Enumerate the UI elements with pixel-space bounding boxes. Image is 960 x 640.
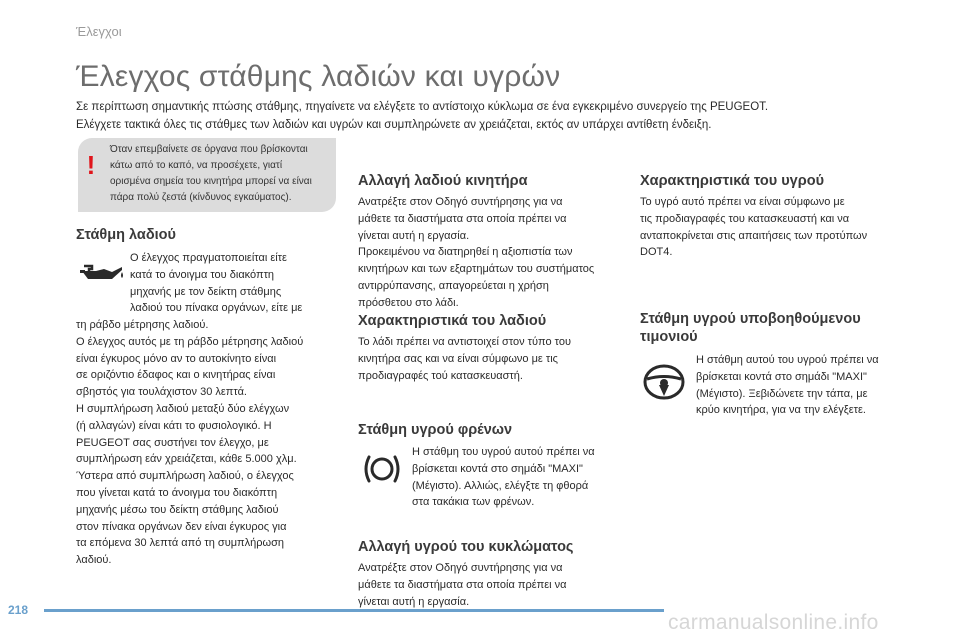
engine-oil-change-text [358, 194, 628, 312]
text-line: κατά το άνοιγμα του διακόπτη [130, 268, 275, 281]
brake-fluid-text [412, 444, 632, 511]
heading-line: Στάθμη υγρού υποβοηθούμενου [640, 311, 861, 327]
text-line: (Μέγιστο). Αλλιώς, ελέγξτε τη φθορά [412, 479, 589, 492]
text-line: πρόσθετου στο λάδι. [358, 296, 459, 309]
text-line: κινητήρα σας και να είναι σύμφωνο με τις [358, 352, 558, 365]
text-line: (Μέγιστο). Ξεβιδώνετε την τάπα, με [696, 387, 868, 400]
text-line: Το υγρό αυτό πρέπει να είναι σύμφωνο με [640, 196, 845, 208]
warning-box [78, 138, 336, 212]
text-line: λαδιού. [76, 554, 112, 567]
text-line: κινητήρων και των εξαρτημάτων του συστήματος [358, 263, 595, 276]
text-line: βρίσκεται κοντά στο σημάδι "MAXI" [696, 370, 867, 383]
text-line: σε οριζόντιο έδαφος και ο κινητήρας είναι [76, 369, 276, 382]
text-line: γίνεται αυτή η εργασία. [358, 229, 470, 242]
text-line: PEUGEOT σας συστήνει τον έλεγχο, με [76, 436, 269, 449]
heading-oil-level: Στάθμη λαδιού [76, 227, 176, 243]
text-line: τις προδιαγραφές του κατασκευαστή και να [640, 212, 850, 225]
text-line: Προκειμένου να διατηρηθεί η αξιοπιστία των [358, 246, 573, 259]
intro-line: Σε περίπτωση σημαντικής πτώσης στάθμης, πηγαίνετε να ελέγξετε το αντίστοιχο κύκλωμα σε ένα εγκεκριμένο συνεργείο της PEUGEOT. [76, 101, 769, 113]
text-line: είναι έγκυρος μόνο αν το αυτοκίνητο είναι [76, 352, 277, 365]
text-line: τη ράβδο μέτρησης λαδιού. [76, 319, 209, 331]
steering-wheel-icon [642, 364, 686, 400]
section-label: Έλεγχοι [76, 24, 122, 39]
text-line: Ο έλεγχος πραγματοποιείται είτε [130, 252, 287, 264]
oil-level-text-top [130, 250, 340, 317]
heading-power-steering-level [640, 310, 861, 346]
warning-line: κάτω από το καπό, να προσέχετε, γιατί [110, 160, 283, 171]
warning-text [110, 142, 330, 206]
text-line: συμπλήρωση εάν χρειάζεται, κάθε 5.000 χλμ. [76, 453, 297, 466]
heading-line: τιμονιού [640, 329, 698, 345]
text-line: μάθετε τα διαστήματα στα οποία πρέπει να [358, 212, 567, 225]
watermark: carmanualsonline.info [668, 611, 879, 634]
text-line: Ύστερα από συμπλήρωση λαδιού, ο έλεγχος [76, 470, 294, 483]
text-line: κρύο κινητήρα, για να την ελέγξετε. [696, 404, 866, 417]
coolant-change-text [358, 560, 628, 610]
warning-exclamation-icon: ! [86, 150, 96, 180]
text-line: γίνεται αυτή η εργασία. [358, 595, 470, 608]
text-line: στα τακάκια των φρένων. [412, 496, 535, 509]
fluid-specs-text [640, 194, 910, 261]
heading-brake-fluid-level: Στάθμη υγρού φρένων [358, 422, 513, 438]
brake-warning-icon [362, 451, 402, 487]
warning-line: ορισμένα σημεία του κινητήρα μπορεί να είναι [110, 176, 312, 187]
oil-level-text-body [76, 317, 346, 569]
text-line: βρίσκεται κοντά στο σημάδι "MAXI" [412, 462, 583, 475]
oil-specs-text [358, 334, 628, 384]
text-line: μάθετε τα διαστήματα στα οποία πρέπει να [358, 578, 567, 591]
warning-line: πάρα πολύ ζεστά (κίνδυνος εγκαύματος). [110, 192, 292, 203]
text-line: Η στάθμη αυτού του υγρού πρέπει να [696, 354, 879, 366]
text-line: Ο έλεγχος αυτός με τη ράβδο μέτρησης λαδιού [76, 335, 304, 348]
text-line: στον πίνακα οργάνων δεν είναι έγκυρος για [76, 520, 287, 533]
text-line: μηχανής μέσω του δείκτη στάθμης λαδιού [76, 503, 279, 516]
text-line: Η συμπλήρωση λαδιού μεταξύ δύο ελέγχων [76, 402, 290, 415]
page-title: Έλεγχος στάθμης λαδιών και υγρών [76, 60, 561, 93]
heading-coolant-change: Αλλαγή υγρού του κυκλώματος [358, 539, 574, 555]
heading-oil-specs: Χαρακτηριστικά του λαδιού [358, 313, 547, 329]
text-line: λαδιού του πίνακα οργάνων, είτε με [130, 302, 303, 315]
text-line: προδιαγραφές τού κατασκευαστή. [358, 369, 523, 382]
page-number: 218 [8, 603, 29, 617]
text-line: DOT4. [640, 246, 673, 259]
text-line: Η στάθμη του υγρού αυτού πρέπει να [412, 446, 595, 458]
intro-line: Ελέγχετε τακτικά όλες τις στάθμες των λαδιών και υγρών και συμπληρώνετε αν χρειάζεται, εκτός αν υπάρχει αντίθετη ένδειξη. [76, 119, 712, 131]
oil-can-icon [78, 258, 126, 288]
heading-fluid-specs: Χαρακτηριστικά του υγρού [640, 173, 825, 189]
text-line: μηχανής με τον δείκτη στάθμης [130, 285, 282, 298]
text-line: σβηστός για τουλάχιστον 30 λεπτά. [76, 386, 247, 399]
power-steering-text [696, 352, 918, 419]
footer-divider [44, 609, 664, 612]
text-line: (ή αλλαγών) είναι κάτι το φυσιολογικό. Η [76, 419, 272, 432]
heading-engine-oil-change: Αλλαγή λαδιού κινητήρα [358, 173, 528, 189]
text-line: Ανατρέξτε στον Οδηγό συντήρησης για να [358, 562, 563, 574]
text-line: αντιρρύπανσης, απαγορεύεται η χρήση [358, 279, 549, 292]
text-line: ανταποκρίνεται στις απαιτήσεις των προτύπων [640, 229, 868, 242]
warning-line: Όταν επεμβαίνετε σε όργανα που βρίσκονται [110, 144, 308, 155]
text-line: Το λάδι πρέπει να αντιστοιχεί στον τύπο του [358, 336, 571, 348]
intro-text [76, 98, 936, 134]
text-line: Ανατρέξτε στον Οδηγό συντήρησης για να [358, 196, 563, 208]
text-line: που γίνεται κατά το άνοιγμα του διακόπτη [76, 486, 278, 499]
text-line: τα επόμενα 30 λεπτά από τη συμπλήρωση [76, 537, 285, 550]
